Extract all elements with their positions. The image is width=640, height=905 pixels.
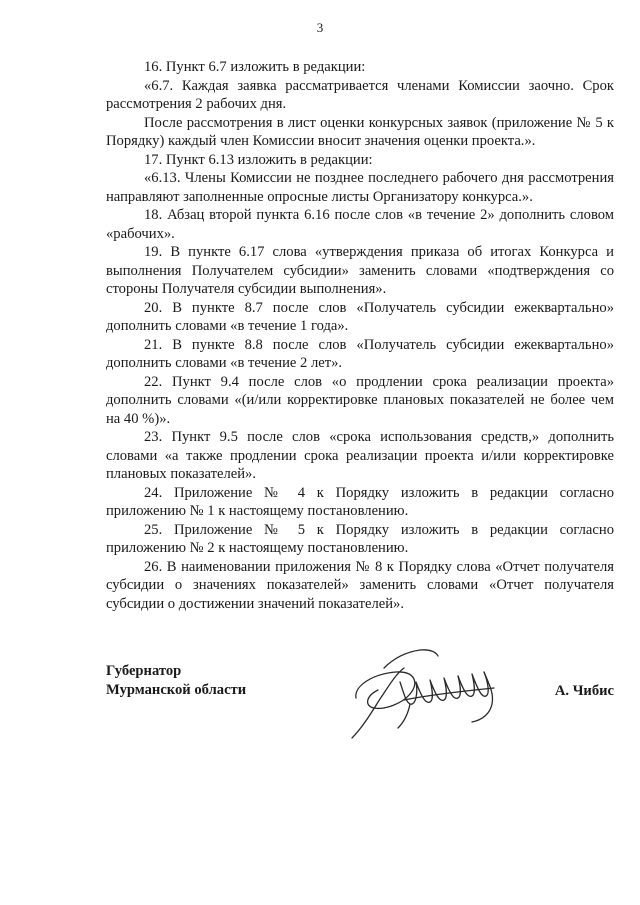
paragraph-22: 22. Пункт 9.4 после слов «о продлении срока реализации проекта» дополнить словами «(и/или корректировке плановых показателей не более чем на 40 %)». bbox=[106, 373, 614, 427]
paragraph-19: 19. В пункте 6.17 слова «утверждения приказа об итогах Конкурса и выполнения Получателем субсидии» заменить словами «подтверждения со стороны Получателя субсидии выполнения». bbox=[106, 244, 614, 297]
paragraph-26: 26. В наименовании приложения № 8 к Порядку слова «Отчет получателя субсидии о значениях показателей» заменить словами «Отчет получателя субсидии о достижении значений показателей». bbox=[106, 558, 614, 612]
handwritten-signature bbox=[344, 638, 519, 746]
paragraph-24: 24. Приложение № 4 к Порядку изложить в редакции согласно приложению № 1 к настоящему постановлению. bbox=[106, 484, 614, 519]
paragraph-6-7-text: «6.7. Каждая заявка рассматривается членами Комиссии заочно. Срок рассмотрения 2 рабочих дня. bbox=[106, 77, 614, 112]
paragraph-25: 25. Приложение № 5 к Порядку изложить в редакции согласно приложению № 2 к настоящему постановлению. bbox=[106, 521, 614, 556]
signature-strokes bbox=[352, 650, 494, 738]
paragraph-21: 21. В пункте 8.8 после слов «Получатель субсидии ежеквартально» дополнить словами «в течение 2 лет». bbox=[106, 336, 614, 371]
document-body bbox=[106, 58, 614, 613]
page-number: 3 bbox=[316, 20, 324, 35]
paragraph-20: 20. В пункте 8.7 после слов «Получатель субсидии ежеквартально» дополнить словами «в течение 1 года». bbox=[106, 299, 614, 334]
signature-block bbox=[106, 662, 614, 772]
signatory-title bbox=[106, 662, 246, 700]
paragraph-23: 23. Пункт 9.5 после слов «срока использования средств,» дополнить словами «а также продлении срока реализации проекта и/или корректировке плановых показателей». bbox=[106, 429, 614, 482]
paragraph-6-13-text: «6.13. Члены Комиссии не позднее последнего рабочего дня рассмотрения направляют заполненные опросные листы Организатору конкурса.». bbox=[106, 170, 614, 205]
paragraph-17: 17. Пункт 6.13 изложить в редакции: bbox=[144, 151, 373, 168]
signatory-name: А. Чибис bbox=[554, 683, 614, 699]
paragraph-18: 18. Абзац второй пункта 6.16 после слов «в течение 2» дополнить словом «рабочих». bbox=[106, 207, 614, 242]
signatory-title-line-1: Губернатор bbox=[106, 663, 182, 679]
paragraph-6-7-continuation: После рассмотрения в лист оценки конкурсных заявок (приложение № 5 к Порядку) каждый член Комиссии вносит значения оценки проекта.». bbox=[106, 114, 614, 149]
signatory-title-line-2: Мурманской области bbox=[106, 682, 247, 698]
paragraph-16: 16. Пункт 6.7 изложить в редакции: bbox=[144, 59, 366, 75]
